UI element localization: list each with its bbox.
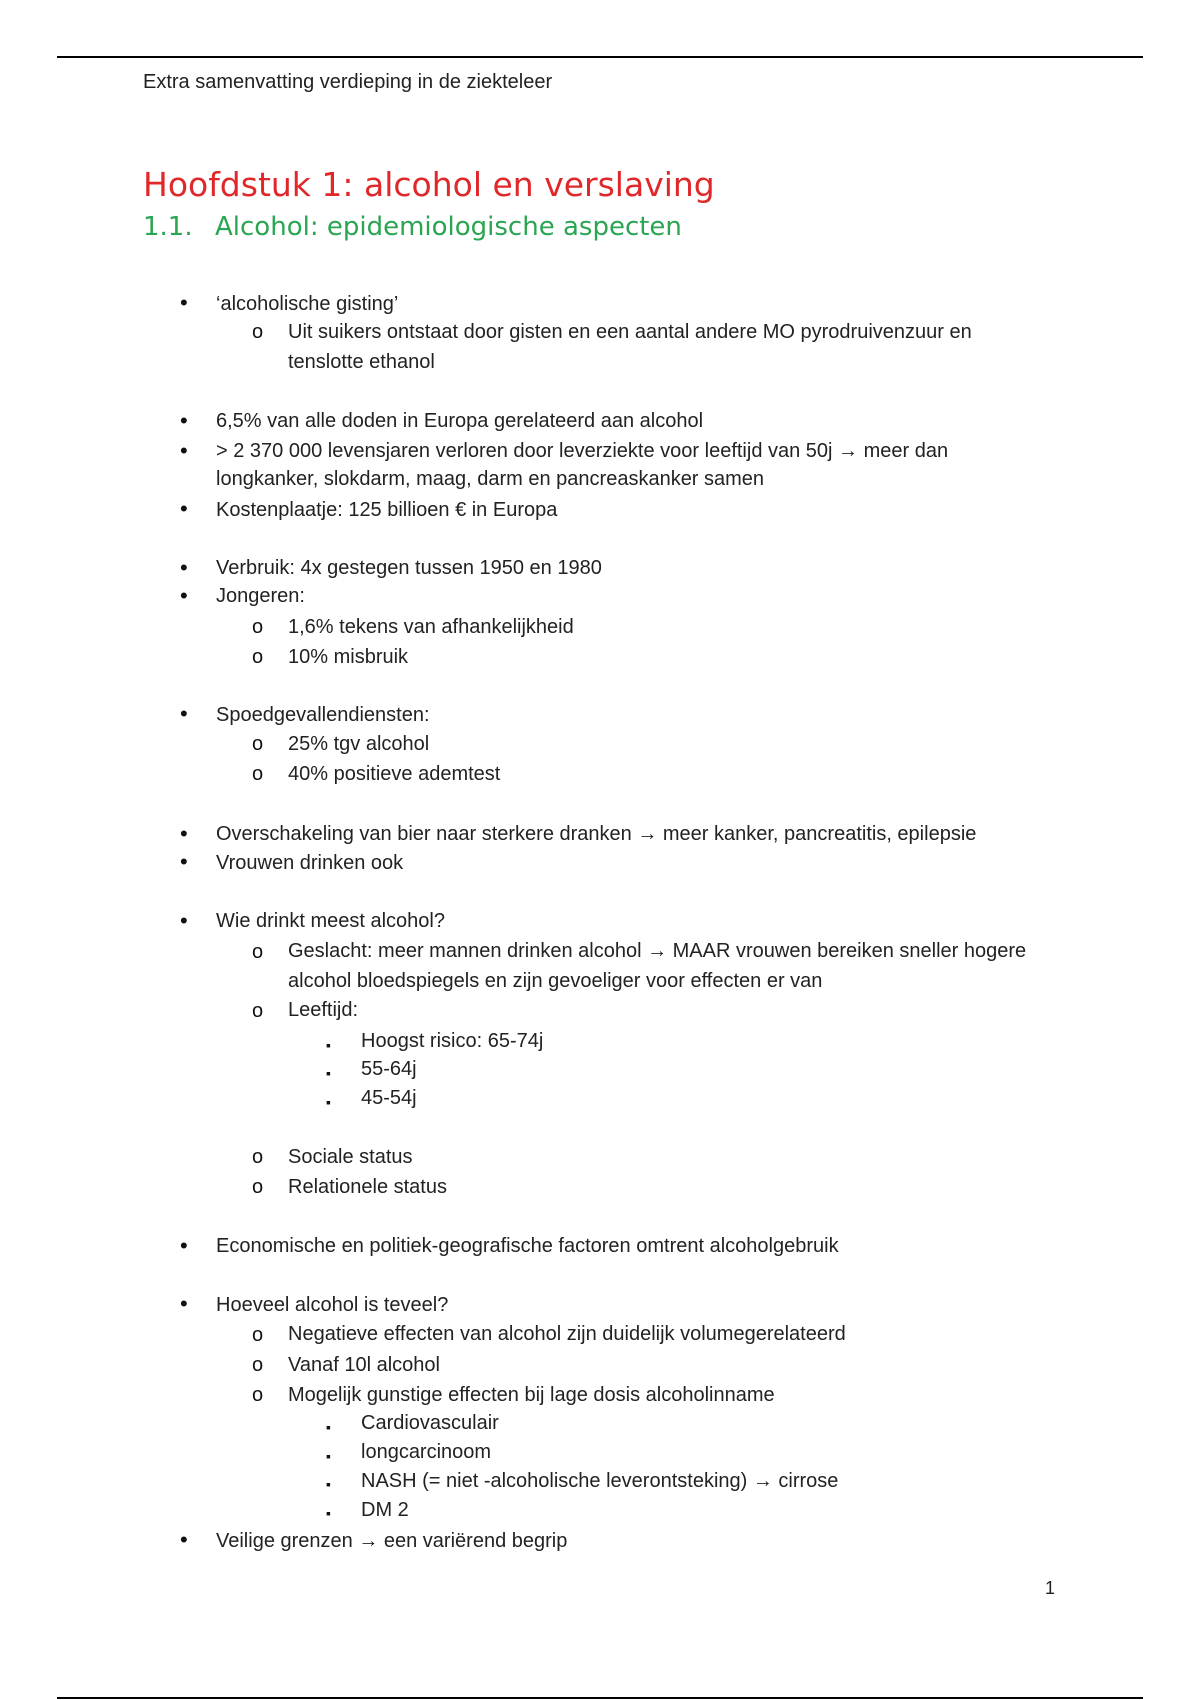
section-heading bbox=[143, 212, 682, 242]
section-number: 1.1. bbox=[143, 212, 193, 242]
bullet-marker: • bbox=[180, 1527, 188, 1552]
list-item: Negatieve effecten van alcohol zijn duidelijk volumegerelateerd bbox=[288, 1323, 846, 1345]
sub-bullet-marker: o bbox=[252, 321, 264, 343]
list-item: Veilige grenzen → een variërend begrip bbox=[216, 1530, 568, 1552]
list-item: ‘alcoholische gisting’ bbox=[216, 293, 399, 315]
list-item: Mogelijk gunstige effecten bij lage dosis alcoholinname bbox=[288, 1384, 775, 1406]
bullet-marker: • bbox=[180, 408, 188, 433]
sub-sub-bullet-marker: ▪ bbox=[326, 1037, 331, 1053]
list-item: Uit suikers ontstaat door gisten en een aantal andere MO pyrodruivenzuur en bbox=[288, 321, 972, 343]
list-item: Jongeren: bbox=[216, 585, 305, 607]
sub-sub-bullet-marker: ▪ bbox=[326, 1505, 331, 1521]
list-item: 1,6% tekens van afhankelijkheid bbox=[288, 616, 574, 638]
list-item: 25% tgv alcohol bbox=[288, 733, 430, 755]
sub-sub-bullet-marker: ▪ bbox=[326, 1448, 331, 1464]
list-item-continuation: tenslotte ethanol bbox=[288, 351, 435, 373]
list-item: Vrouwen drinken ook bbox=[216, 852, 404, 874]
sub-sub-bullet-marker: ▪ bbox=[326, 1094, 331, 1110]
bullet-marker: • bbox=[180, 701, 188, 726]
sub-bullet-marker: o bbox=[252, 1146, 264, 1168]
bullet-marker: • bbox=[180, 555, 188, 580]
list-item: Relationele status bbox=[288, 1176, 447, 1198]
sub-bullet-marker: o bbox=[252, 1384, 264, 1406]
sub-bullet-marker: o bbox=[252, 646, 264, 668]
page-header: Extra samenvatting verdieping in de ziekteleer bbox=[143, 71, 553, 93]
chapter-title: Hoofdstuk 1: alcohol en verslaving bbox=[143, 165, 715, 204]
list-item: Kostenplaatje: 125 billioen € in Europa bbox=[216, 499, 558, 521]
list-item: Geslacht: meer mannen drinken alcohol → MAAR vrouwen bereiken sneller hogere bbox=[288, 940, 1027, 962]
top-rule bbox=[57, 56, 1143, 58]
list-item: Hoogst risico: 65-74j bbox=[361, 1030, 544, 1052]
sub-bullet-marker: o bbox=[252, 1324, 264, 1346]
list-item: NASH (= niet -alcoholische leverontsteking) → cirrose bbox=[361, 1470, 839, 1492]
sub-bullet-marker: o bbox=[252, 941, 264, 963]
list-item: 45-54j bbox=[361, 1087, 417, 1109]
sub-bullet-marker: o bbox=[252, 1000, 264, 1022]
bullet-marker: • bbox=[180, 290, 188, 315]
bottom-rule bbox=[57, 1697, 1143, 1699]
list-item: Spoedgevallendiensten: bbox=[216, 704, 430, 726]
list-item: Wie drinkt meest alcohol? bbox=[216, 910, 445, 932]
list-item: Leeftijd: bbox=[288, 999, 359, 1021]
sub-sub-bullet-marker: ▪ bbox=[326, 1065, 331, 1081]
list-item: > 2 370 000 levensjaren verloren door leverziekte voor leeftijd van 50j → meer dan bbox=[216, 440, 949, 462]
list-item: 10% misbruik bbox=[288, 646, 409, 668]
bullet-marker: • bbox=[180, 849, 188, 874]
bullet-marker: • bbox=[180, 583, 188, 608]
list-item-continuation: alcohol bloedspiegels en zijn gevoeliger voor effecten er van bbox=[288, 970, 823, 992]
list-item: 55-64j bbox=[361, 1058, 417, 1080]
bullet-marker: • bbox=[180, 908, 188, 933]
bullet-marker: • bbox=[180, 1291, 188, 1316]
list-item: Verbruik: 4x gestegen tussen 1950 en 1980 bbox=[216, 557, 602, 579]
sub-bullet-marker: o bbox=[252, 1354, 264, 1376]
list-item: DM 2 bbox=[361, 1499, 409, 1521]
list-item: Hoeveel alcohol is teveel? bbox=[216, 1294, 449, 1316]
bullet-marker: • bbox=[180, 438, 188, 463]
list-item: Sociale status bbox=[288, 1146, 413, 1168]
bullet-marker: • bbox=[180, 496, 188, 521]
list-item: longcarcinoom bbox=[361, 1441, 492, 1463]
sub-bullet-marker: o bbox=[252, 733, 264, 755]
list-item: Vanaf 10l alcohol bbox=[288, 1354, 440, 1376]
list-item: Cardiovasculair bbox=[361, 1412, 499, 1434]
page-number: 1 bbox=[1045, 1578, 1056, 1598]
sub-sub-bullet-marker: ▪ bbox=[326, 1419, 331, 1435]
section-title: Alcohol: epidemiologische aspecten bbox=[215, 212, 682, 242]
list-item: Overschakeling van bier naar sterkere dranken → meer kanker, pancreatitis, epilepsie bbox=[216, 823, 977, 845]
sub-bullet-marker: o bbox=[252, 1176, 264, 1198]
sub-bullet-marker: o bbox=[252, 763, 264, 785]
list-item: 6,5% van alle doden in Europa gerelateerd aan alcohol bbox=[216, 410, 704, 432]
list-item-continuation: longkanker, slokdarm, maag, darm en pancreaskanker samen bbox=[216, 468, 765, 490]
list-item: 40% positieve ademtest bbox=[288, 763, 501, 785]
list-item: Economische en politiek-geografische factoren omtrent alcoholgebruik bbox=[216, 1235, 839, 1257]
sub-sub-bullet-marker: ▪ bbox=[326, 1476, 331, 1492]
bullet-marker: • bbox=[180, 821, 188, 846]
sub-bullet-marker: o bbox=[252, 616, 264, 638]
bullet-marker: • bbox=[180, 1233, 188, 1258]
